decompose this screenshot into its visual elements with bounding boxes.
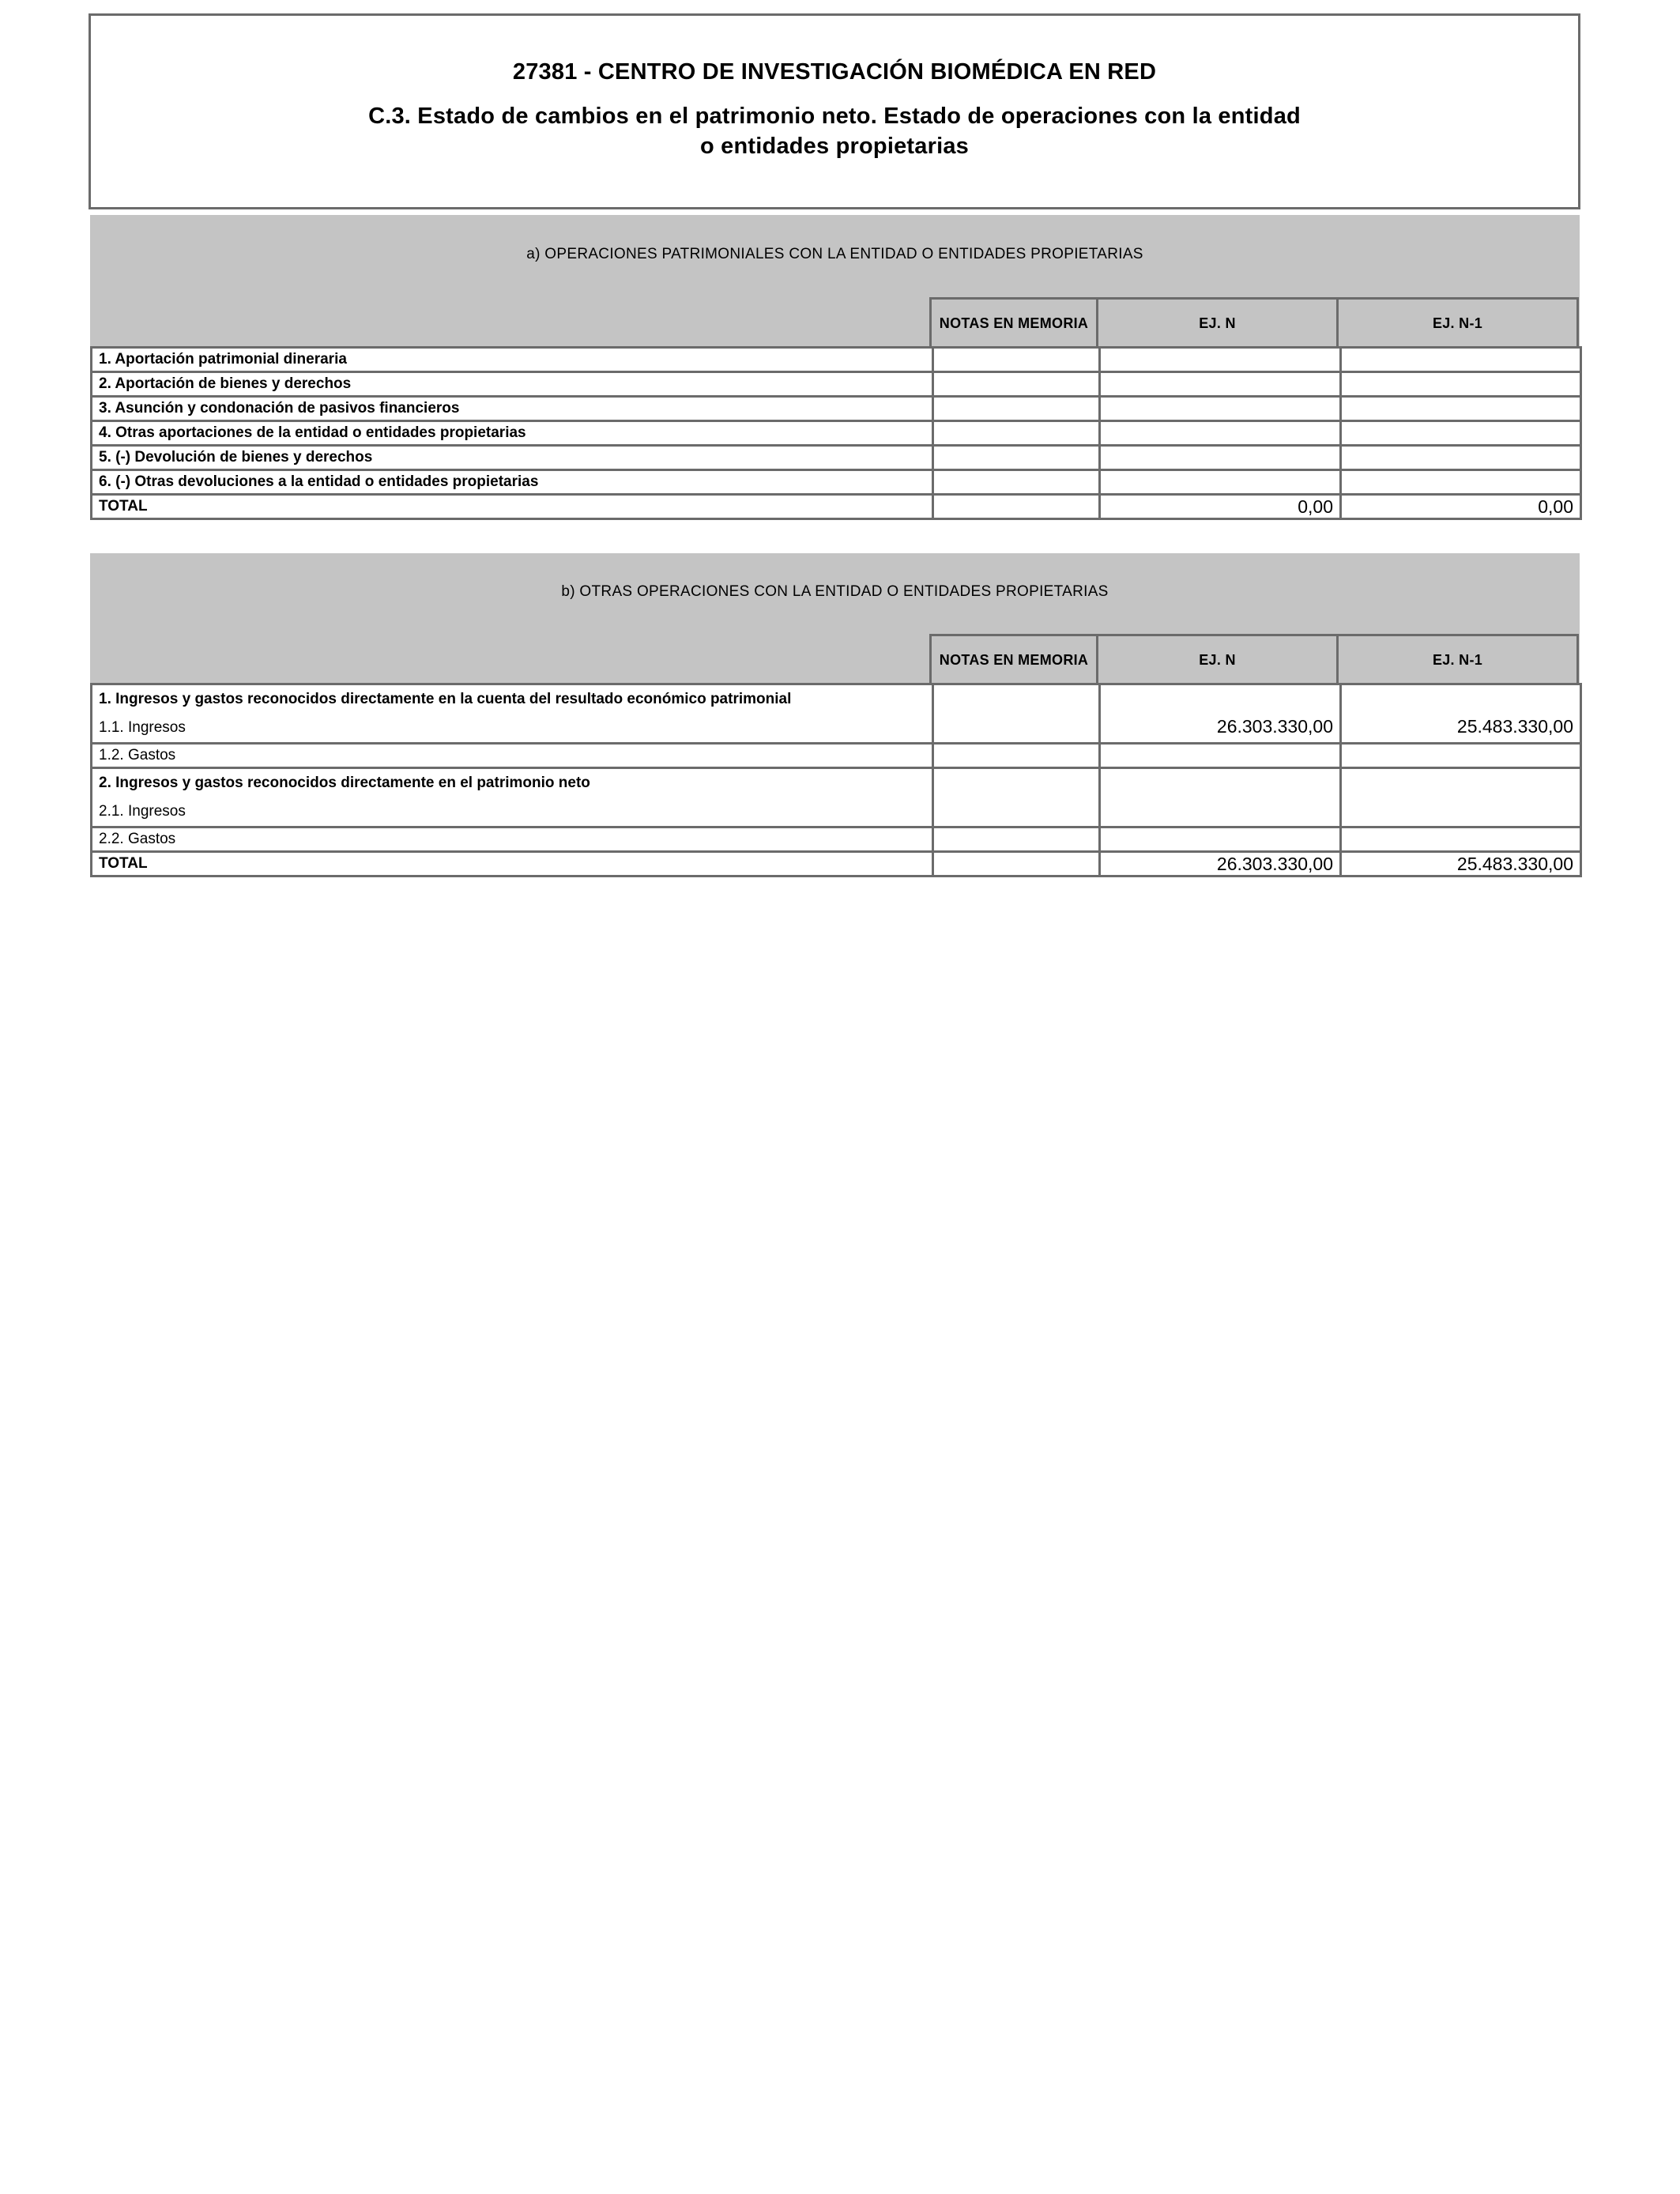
row-label: 5. (-) Devolución de bienes y derechos: [92, 446, 933, 470]
table-row: [92, 470, 1581, 495]
ej-n-cell: [1100, 397, 1341, 421]
total-ej-n-value: 26.303.330,00: [1100, 852, 1341, 876]
notas-cell: [933, 421, 1100, 446]
ej-n-1-cell: [1341, 421, 1581, 446]
notas-cell: [933, 397, 1100, 421]
row-label: 6. (-) Otras devoluciones a la entidad o entidades propietarias: [92, 470, 933, 495]
group-2-ingresos-label: 2.1. Ingresos: [99, 803, 186, 820]
row-label: 2.2. Gastos: [92, 827, 933, 852]
section-b-title: b) OTRAS OPERACIONES CON LA ENTIDAD O ENTIDADES PROPIETARIAS: [561, 583, 1109, 600]
notas-cell: [933, 348, 1100, 372]
ej-n-cell: [1100, 744, 1341, 768]
column-header-notas: NOTAS EN MEMORIA: [929, 297, 1098, 346]
statement-title: C.3. Estado de cambios en el patrimonio neto. Estado de operaciones con la entidad o entidades propietarias: [368, 104, 1301, 159]
table-row: [92, 421, 1581, 446]
table-row: [92, 348, 1581, 372]
row-label: 1. Aportación patrimonial dineraria: [92, 348, 933, 372]
column-header-ej-n: EJ. N: [1096, 634, 1339, 683]
group-1-heading: 1. Ingresos y gastos reconocidos directamente en la cuenta del resultado económico patrimonial: [99, 691, 792, 707]
section-b-column-headers: [929, 634, 1580, 683]
group-1-ingresos-label: 1.1. Ingresos: [99, 719, 186, 736]
total-label: TOTAL: [92, 495, 933, 519]
section-a-table: [90, 346, 1582, 520]
ej-n-cell: [1100, 470, 1341, 495]
section-patrimonial-operations: [90, 215, 1580, 520]
ej-n-cell: [1100, 348, 1341, 372]
ej-n-1-cell: [1341, 397, 1581, 421]
total-row: [92, 495, 1581, 519]
ej-n-1-cell: [1341, 827, 1581, 852]
group-1-label: [92, 684, 933, 744]
column-header-notas: NOTAS EN MEMORIA: [929, 634, 1098, 683]
table-row: [92, 372, 1581, 397]
column-header-ej-n: EJ. N: [1096, 297, 1339, 346]
notas-cell: [933, 827, 1100, 852]
group-2-label: [92, 768, 933, 827]
ej-n-1-cell: [1341, 446, 1581, 470]
row-label: 4. Otras aportaciones de la entidad o entidades propietarias: [92, 421, 933, 446]
notas-cell: [933, 470, 1100, 495]
total-notas-cell: [933, 495, 1100, 519]
column-header-ej-n-1: EJ. N-1: [1336, 634, 1579, 683]
ej-n-cell: 26.303.330,00: [1100, 684, 1341, 744]
group-2-heading: 2. Ingresos y gastos reconocidos directamente en el patrimonio neto: [99, 775, 590, 791]
ej-n-1-cell: [1341, 470, 1581, 495]
table-row: [92, 446, 1581, 470]
row-label: 2. Aportación de bienes y derechos: [92, 372, 933, 397]
section-a-header: [90, 215, 1580, 346]
section-b-header: [90, 553, 1580, 683]
total-ej-n-1-value: 0,00: [1341, 495, 1581, 519]
table-row: [92, 768, 1581, 827]
row-label: 3. Asunción y condonación de pasivos financieros: [92, 397, 933, 421]
notas-cell: [933, 684, 1100, 744]
section-a-title: a) OPERACIONES PATRIMONIALES CON LA ENTIDAD O ENTIDADES PROPIETARIAS: [526, 246, 1143, 262]
ej-n-cell: [1100, 827, 1341, 852]
ej-n-1-cell: [1341, 768, 1581, 827]
notas-cell: [933, 372, 1100, 397]
ej-n-1-cell: 25.483.330,00: [1341, 684, 1581, 744]
total-row: [92, 852, 1581, 876]
ej-n-cell: [1100, 421, 1341, 446]
notas-cell: [933, 744, 1100, 768]
notas-cell: [933, 768, 1100, 827]
section-other-operations: [90, 553, 1580, 877]
column-header-ej-n-1: EJ. N-1: [1336, 297, 1579, 346]
section-a-column-headers: [929, 297, 1580, 346]
table-row: [92, 397, 1581, 421]
total-label: TOTAL: [92, 852, 933, 876]
ej-n-cell: [1100, 372, 1341, 397]
ej-n-cell: [1100, 768, 1341, 827]
ej-n-1-cell: [1341, 372, 1581, 397]
row-label: 1.2. Gastos: [92, 744, 933, 768]
section-b-table: [90, 683, 1582, 877]
ej-n-cell: [1100, 446, 1341, 470]
table-row: [92, 827, 1581, 852]
notas-cell: [933, 446, 1100, 470]
table-row: [92, 684, 1581, 744]
table-row: [92, 744, 1581, 768]
ej-n-1-cell: [1341, 744, 1581, 768]
entity-title: 27381 - CENTRO DE INVESTIGACIÓN BIOMÉDICA EN RED: [512, 59, 1157, 85]
total-notas-cell: [933, 852, 1100, 876]
document-header: [89, 13, 1580, 209]
total-ej-n-value: 0,00: [1100, 495, 1341, 519]
ej-n-1-cell: [1341, 348, 1581, 372]
total-ej-n-1-value: 25.483.330,00: [1341, 852, 1581, 876]
